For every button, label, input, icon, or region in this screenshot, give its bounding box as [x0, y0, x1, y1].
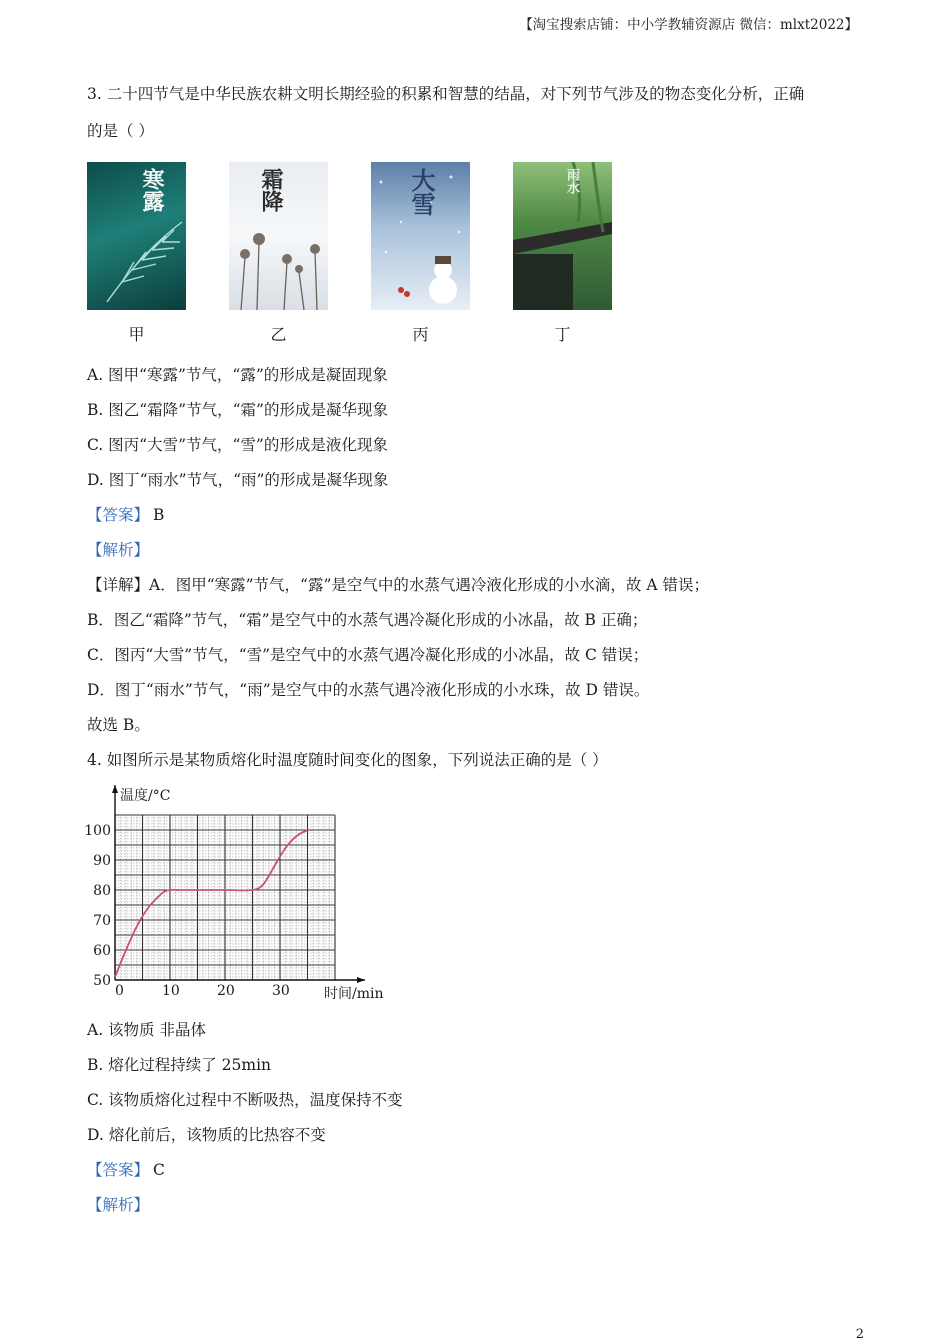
chart-series [115, 830, 308, 977]
q3-conclusion: 故选 B。 [87, 716, 150, 734]
q3-option-d: D. 图丁“雨水”节气，“雨”的形成是凝华现象 [87, 471, 389, 489]
q4-stem: 4. 如图所示是某物质熔化时温度随时间变化的图象，下列说法正确的是（ ） [87, 751, 608, 769]
caption-bing: 丙 [412, 325, 429, 344]
image-title: 霜降 [258, 168, 284, 212]
y-tick-label: 70 [93, 913, 111, 929]
q3-option-a: A. 图甲“寒露”节气，“露”的形成是凝固现象 [87, 366, 388, 384]
melting-curve-chart [80, 780, 400, 1010]
x-tick-label: 20 [217, 983, 235, 999]
q3-answer [87, 503, 164, 525]
q3-detail-d: D．图丁“雨水”节气，“雨”是空气中的水蒸气遇冷液化形成的小水珠，故 D 错误。 [87, 681, 650, 699]
q4-answer [87, 1158, 165, 1180]
x-tick-label: 0 [115, 983, 124, 999]
frost-plants-image [229, 162, 328, 310]
q3-stem-line1: 3. 二十四节气是中华民族农耕文明长期经验的积累和智慧的结晶，对下列节气涉及的物态变化分析，正确 [87, 85, 805, 103]
y-tick-label: 90 [93, 853, 111, 869]
q3-option-c: C. 图丙“大雪”节气，“雪”的形成是液化现象 [87, 436, 388, 454]
q3-analysis-tag: 【解析】 [87, 541, 150, 559]
x-tick-label: 10 [162, 983, 180, 999]
y-tick-label: 60 [93, 943, 111, 959]
answer-tag: 【答案】 [87, 506, 150, 524]
temperature-curve [115, 830, 308, 977]
y-axis-label: 温度/°C [120, 788, 171, 804]
y-axis-arrow [112, 785, 118, 793]
q4-option-a: A. 该物质 非晶体 [87, 1021, 206, 1039]
image-title: 寒露 [139, 168, 165, 212]
y-tick-label: 80 [93, 883, 111, 899]
q4-option-c: C. 该物质熔化过程中不断吸热，温度保持不变 [87, 1091, 403, 1109]
x-axis-arrow [357, 977, 365, 983]
caption-jia: 甲 [128, 325, 145, 344]
q4-option-b: B. 熔化过程持续了 25min [87, 1056, 272, 1074]
x-tick-label: 30 [272, 983, 290, 999]
q4-analysis-tag: 【解析】 [87, 1196, 150, 1214]
answer-tag: 【答案】 [87, 1161, 150, 1179]
q3-detail-b: B．图乙“霜降”节气，“霜”是空气中的水蒸气遇冷凝化形成的小冰晶，故 B 正确； [87, 611, 648, 629]
q3-detail-c: C．图丙“大雪”节气，“雪”是空气中的水蒸气遇冷凝化形成的小冰晶，故 C 错误； [87, 646, 649, 664]
page-number: 2 [855, 1327, 864, 1342]
x-axis-label: 时间/min [324, 986, 384, 1002]
rain-eaves-image [513, 162, 612, 310]
page-header: 【淘宝搜索店铺：中小学教辅资源店 微信：mlxt2022】 [519, 17, 858, 33]
q3-stem-line2: 的是（ ） [87, 122, 154, 140]
frost-leaf-image [87, 162, 186, 310]
q3-detail-a: 【详解】A．图甲“寒露”节气，“露”是空气中的水蒸气遇冷液化形成的小水滴，故 A 错误； [87, 576, 709, 594]
image-title: 大雪 [407, 168, 436, 216]
caption-yi: 乙 [270, 325, 287, 344]
q4-option-d: D. 熔化前后，该物质的比热容不变 [87, 1126, 326, 1144]
image-title: 雨水 [564, 168, 579, 194]
answer-value: C [153, 1161, 165, 1179]
y-tick-label: 100 [84, 823, 111, 839]
answer-value: B [153, 506, 165, 524]
q3-option-b: B. 图乙“霜降”节气，“霜”的形成是凝华现象 [87, 401, 388, 419]
snowman-image [371, 162, 470, 310]
y-tick-label: 50 [93, 973, 111, 989]
caption-ding: 丁 [554, 325, 571, 344]
